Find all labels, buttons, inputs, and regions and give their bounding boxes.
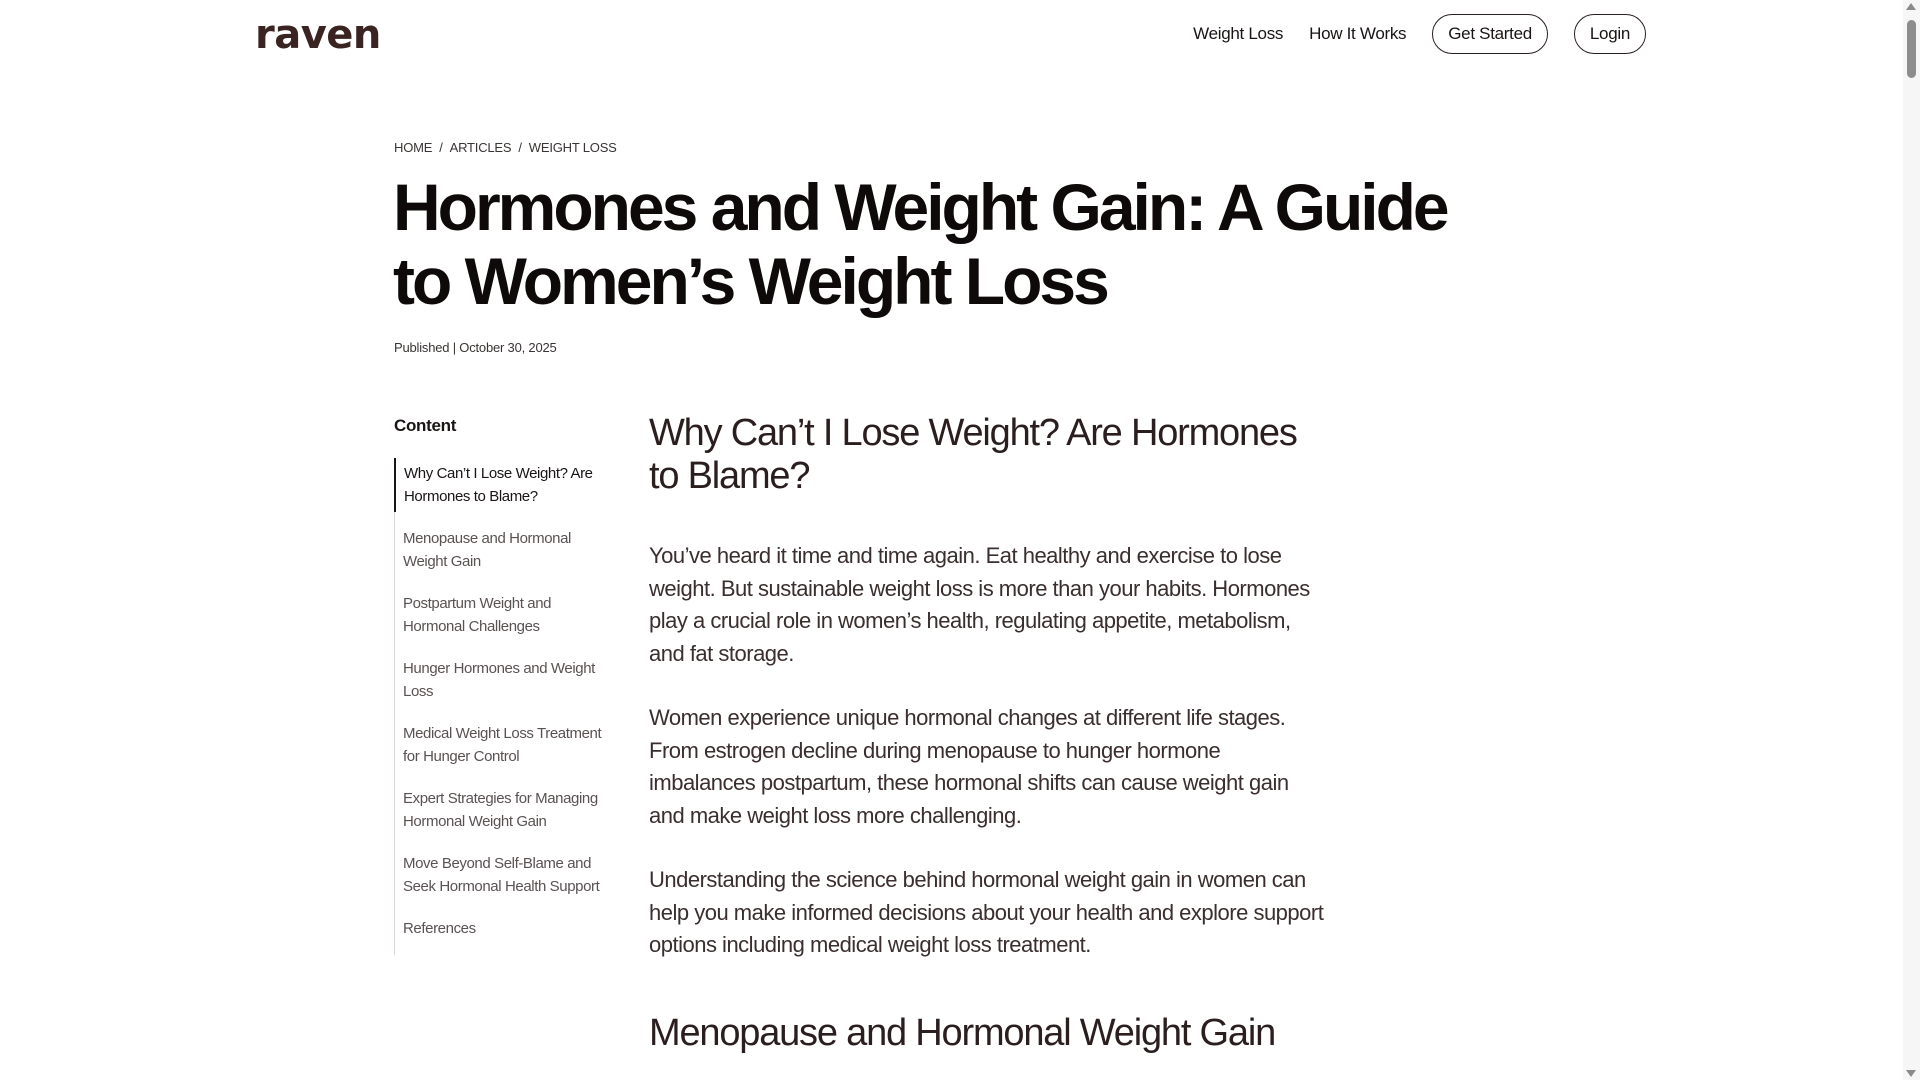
login-button[interactable]: Login xyxy=(1574,14,1646,54)
toc-item-why-cant-i-lose-weight[interactable]: Why Can’t I Lose Weight? Are Hormones to Blame? xyxy=(394,458,609,512)
table-of-contents xyxy=(394,458,609,955)
scroll-down-arrow-icon[interactable] xyxy=(1906,1070,1916,1077)
raven-logo[interactable]: raven xyxy=(255,12,381,58)
toc-item-menopause[interactable]: Menopause and Hormonal Weight Gain xyxy=(403,530,571,570)
top-nav xyxy=(1167,14,1646,54)
toc-item-hunger-hormones[interactable]: Hunger Hormones and Weight Loss xyxy=(403,660,595,700)
breadcrumb-separator: / xyxy=(518,140,522,155)
published-date: Published | October 30, 2025 xyxy=(394,340,557,355)
breadcrumb-weight-loss-link[interactable]: WEIGHT LOSS xyxy=(528,140,617,155)
toc-item-medical-treatment[interactable]: Medical Weight Loss Treatment for Hunger Control xyxy=(403,725,602,765)
toc-title: Content xyxy=(394,416,457,435)
scroll-thumb[interactable] xyxy=(1907,20,1916,78)
get-started-button[interactable]: Get Started xyxy=(1432,14,1548,54)
breadcrumb xyxy=(394,140,617,155)
article-paragraph: You’ve heard it time and time again. Eat healthy and exercise to lose weight. But sustainable weight loss is more than your habits. Hormones play a crucial role in women’s health, regulating appetite, metabolism, and fat storage. xyxy=(649,543,1310,666)
toc-item-expert-strategies[interactable]: Expert Strategies for Managing Hormonal Weight Gain xyxy=(403,790,598,830)
breadcrumb-articles-link[interactable]: ARTICLES xyxy=(449,140,512,155)
toc-item-postpartum[interactable]: Postpartum Weight and Hormonal Challenges xyxy=(403,595,552,635)
article-body xyxy=(649,412,1329,1055)
section-heading: Why Can’t I Lose Weight? Are Hormones to Blame? xyxy=(649,412,1297,497)
breadcrumb-home-link[interactable]: HOME xyxy=(394,140,433,155)
breadcrumb-separator: / xyxy=(439,140,443,155)
toc-item-references[interactable]: References xyxy=(403,920,476,937)
scroll-up-arrow-icon[interactable] xyxy=(1906,3,1916,10)
section-heading: Menopause and Hormonal Weight Gain xyxy=(649,1011,1275,1054)
page-title: Hormones and Weight Gain: A Guide to Women’s Weight Loss xyxy=(393,170,1447,318)
article-paragraph: Women experience unique hormonal changes at different life stages. From estrogen decline during menopause to hunger hormone imbalances postpartum, these hormonal shifts can cause weight gain and make weight loss more challenging. xyxy=(649,705,1289,828)
nav-how-it-works-link[interactable]: How It Works xyxy=(1309,24,1407,43)
article-paragraph: Understanding the science behind hormonal weight gain in women can help you make informed decisions about your health and explore support options including medical weight loss treatment. xyxy=(649,867,1324,957)
vertical-scrollbar[interactable] xyxy=(1903,0,1920,1080)
toc-item-self-blame[interactable]: Move Beyond Self-Blame and Seek Hormonal Health Support xyxy=(403,855,600,895)
nav-weight-loss-link[interactable]: Weight Loss xyxy=(1193,24,1284,43)
